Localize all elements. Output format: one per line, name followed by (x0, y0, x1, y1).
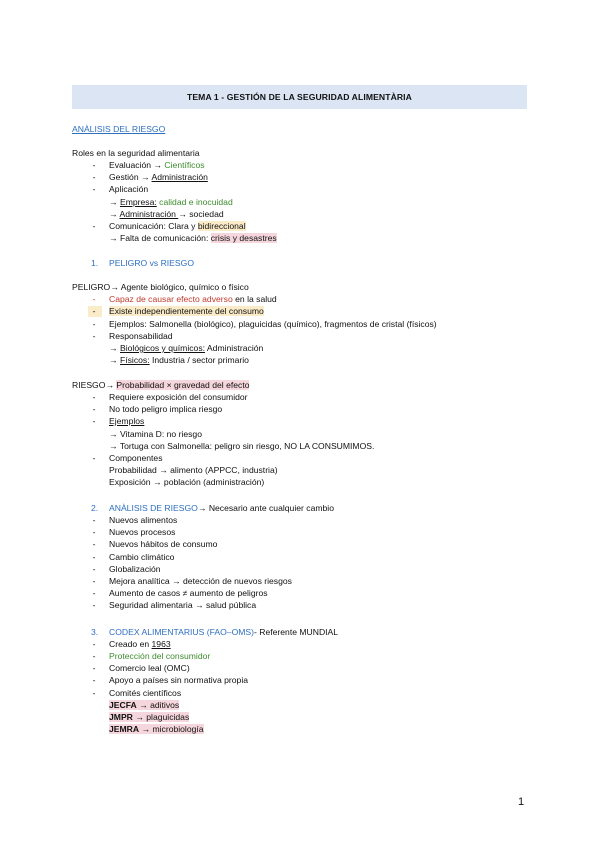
bullet-dash: - (92, 576, 96, 586)
item2-bullet: Aumento de casos ≠ aumento de peligros (109, 588, 268, 598)
page-number: 1 (518, 796, 525, 808)
roles-aplicacion: Aplicación (109, 184, 149, 194)
riesgo-bullet-1: Requiere exposición del consumidor (109, 392, 248, 402)
bullet-dash: - (92, 564, 96, 574)
bullet-dash: - (92, 331, 96, 341)
riesgo-componente-1: Probabilidad → alimento (APPCC, industria) (109, 465, 278, 475)
roles-heading: Roles en la seguridad alimentaria (72, 148, 200, 158)
section-heading: ANÀLISIS DEL RIESGO (72, 124, 166, 134)
item2-bullet: Nuevos alimentos (109, 515, 178, 525)
peligro-bullet-4: Responsabilidad (109, 331, 173, 341)
roles-empresa: → Empresa: calidad e inocuidad (109, 197, 233, 207)
bullet-dash: - (92, 515, 96, 525)
item2-bullet: Mejora analítica → detección de nuevos riesgos (109, 576, 292, 586)
item3-heading: CODEX ALIMENTARIUS (FAO–OMS)- Referente MUNDIAL (109, 627, 339, 637)
committee-jemra: JEMRA → microbiología (109, 724, 204, 734)
item2-bullet: Nuevos hábitos de consumo (109, 539, 218, 549)
roles-administracion: → Administración → sociedad (109, 209, 224, 219)
item2-bullet: Seguridad alimentaria → salud pública (109, 600, 257, 610)
item3-bullet-3: Comercio leal (OMC) (109, 663, 190, 673)
item3-bullet-5: Comités científicos (109, 688, 182, 698)
page-title: TEMA 1 - GESTIÓN DE LA SEGURIDAD ALIMENTÀRIA (72, 85, 527, 109)
bullet-dash: - (92, 527, 96, 537)
item3-bullet-4: Apoyo a países sin normativa propia (109, 675, 249, 685)
committee-jecfa: JECFA → aditivos (109, 700, 180, 710)
bullet-dash: - (92, 416, 96, 426)
roles-gestion: Gestión → Administración (109, 172, 208, 182)
bullet-dash: - (92, 294, 96, 304)
item2-bullet: Nuevos procesos (109, 527, 176, 537)
item2-bullet: Globalización (109, 564, 161, 574)
item3-number: 3. (91, 627, 99, 637)
bullet-dash: - (92, 184, 96, 194)
riesgo-bullet-4: Componentes (109, 453, 163, 463)
item2-bullet: Cambio climático (109, 552, 175, 562)
bullet-dash: - (92, 552, 96, 562)
item1-number: 1. (91, 258, 99, 268)
bullet-dash: - (92, 651, 96, 661)
committee-jmpr: JMPR → plaguicidas (109, 712, 190, 722)
bullet-dash: - (92, 306, 96, 316)
peligro-responsabilidad-1: → Biológicos y químicos: Administración (109, 343, 264, 353)
bullet-dash: - (92, 688, 96, 698)
item2-number: 2. (91, 503, 99, 513)
bullet-dash: - (92, 160, 96, 170)
bullet-dash: - (92, 392, 96, 402)
item2-heading: ANÀLISIS DE RIESGO→ Necesario ante cualquier cambio (109, 503, 334, 513)
riesgo-bullet-2: No todo peligro implica riesgo (109, 404, 223, 414)
riesgo-ejemplo-2: → Tortuga con Salmonella: peligro sin riesgo, NO LA CONSUMIMOS. (109, 441, 375, 451)
peligro-bullet-2: Existe independientemente del consumo (109, 306, 264, 316)
bullet-dash: - (92, 675, 96, 685)
roles-evaluacion: Evaluación → Científicos (109, 160, 205, 170)
riesgo-componente-2: Exposición → población (administración) (109, 477, 265, 487)
bullet-dash: - (92, 600, 96, 610)
item1-heading: PELIGRO vs RIESGO (109, 258, 195, 268)
bullet-dash: - (92, 319, 96, 329)
bullet-dash: - (92, 588, 96, 598)
peligro-responsabilidad-2: → Físicos: Industria / sector primario (109, 355, 249, 365)
item3-bullet-2: Protección del consumidor (109, 651, 211, 661)
bullet-dash: - (92, 639, 96, 649)
peligro-bullet-3: Ejemplos: Salmonella (biológico), plaguicidas (químico), fragmentos de cristal (físicos) (109, 319, 437, 329)
bullet-dash: - (92, 663, 96, 673)
riesgo-heading: RIESGO→ Probabilidad × gravedad del efecto (72, 380, 250, 390)
riesgo-ejemplo-1: → Vitamina D: no riesgo (109, 429, 202, 439)
peligro-heading: PELIGRO→ Agente biológico, químico o físico (72, 282, 249, 292)
bullet-dash: - (92, 539, 96, 549)
bullet-dash: - (92, 453, 96, 463)
roles-falta-comunicacion: → Falta de comunicación: crisis y desastres (109, 233, 277, 243)
riesgo-bullet-3: Ejemplos (109, 416, 145, 426)
peligro-bullet-1: Capaz de causar efecto adverso en la salud (109, 294, 277, 304)
bullet-dash: - (92, 221, 96, 231)
bullet-dash: - (92, 404, 96, 414)
bullet-dash: - (92, 172, 96, 182)
roles-comunicacion: Comunicación: Clara y bidireccional (109, 221, 246, 231)
item3-bullet-1: Creado en 1963 (109, 639, 171, 649)
